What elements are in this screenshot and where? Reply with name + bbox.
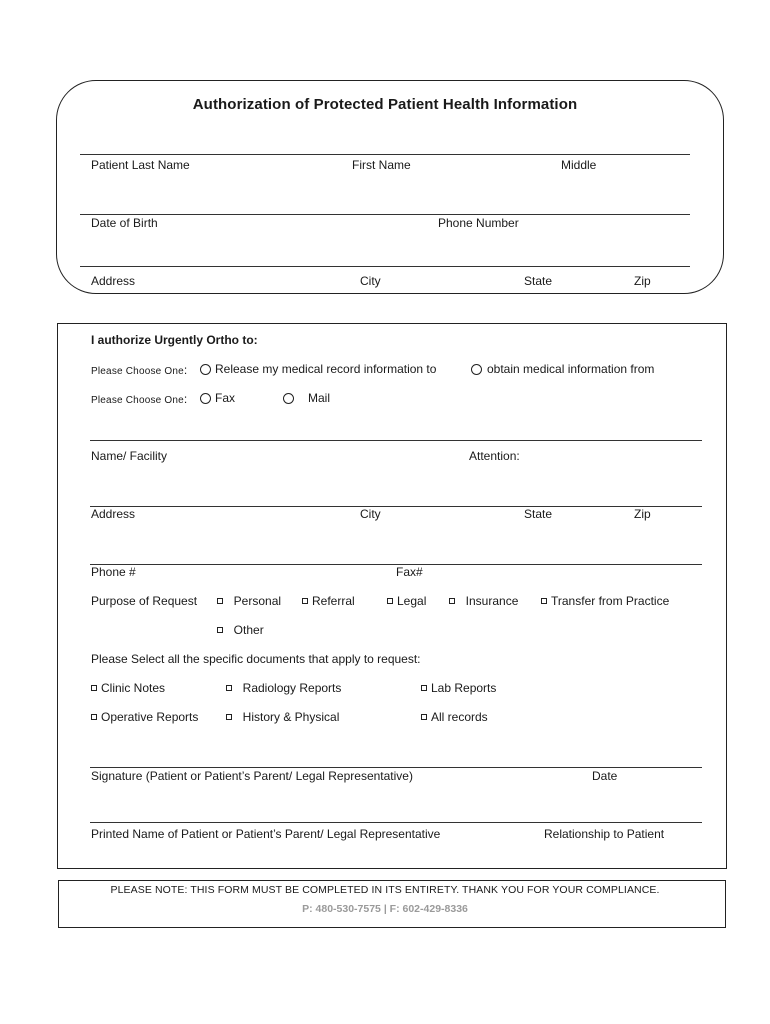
doc-operative-reports[interactable]: Operative Reports <box>91 710 198 724</box>
fax-option-label: Fax <box>215 391 236 405</box>
compliance-note: PLEASE NOTE: THIS FORM MUST BE COMPLETED IN ITS ENTIRETY. THANK YOU FOR YOUR COMPLIANCE. <box>110 884 660 896</box>
purpose-label: Purpose of Request <box>91 594 198 608</box>
printed-name-line[interactable] <box>90 822 702 823</box>
facility-label: Name/ Facility <box>91 449 168 463</box>
dob-phone-line[interactable] <box>80 214 690 215</box>
signature-label: Signature (Patient or Patient’s Parent/ Legal Representative) <box>91 769 413 783</box>
checkbox-icon[interactable] <box>226 685 232 691</box>
purpose-transfer[interactable]: Transfer from Practice <box>541 594 669 608</box>
checkbox-icon[interactable] <box>226 714 232 720</box>
form-title: Authorization of Protected Patient Health Information <box>192 96 578 113</box>
checkbox-icon[interactable] <box>302 598 308 604</box>
purpose-referral[interactable]: Referral <box>302 594 355 608</box>
recipient-state-label: State <box>524 507 553 521</box>
documents-heading: Please Select all the specific documents that apply to request: <box>91 652 421 666</box>
purpose-other[interactable]: Other <box>217 623 264 637</box>
patient-zip-label: Zip <box>634 274 651 288</box>
fax-radio[interactable] <box>200 393 211 404</box>
recipient-zip-label: Zip <box>634 507 651 521</box>
doc-clinic-notes[interactable]: Clinic Notes <box>91 681 165 695</box>
mail-option-label: Mail <box>308 391 331 405</box>
checkbox-icon[interactable] <box>91 714 97 720</box>
mail-radio[interactable] <box>283 393 294 404</box>
checkbox-icon[interactable] <box>541 598 547 604</box>
date-label: Date <box>592 769 618 783</box>
checkbox-icon[interactable] <box>387 598 393 604</box>
signature-line[interactable] <box>90 767 702 768</box>
checkbox-icon[interactable] <box>217 627 223 633</box>
facility-line[interactable] <box>90 440 702 441</box>
patient-address-label: Address <box>91 274 136 288</box>
release-option-label: Release my medical record information to <box>215 362 437 376</box>
checkbox-icon[interactable] <box>91 685 97 691</box>
choose-one-label-1: Please Choose One: <box>91 363 188 377</box>
recipient-address-line[interactable] <box>90 506 702 507</box>
purpose-legal[interactable]: Legal <box>387 594 426 608</box>
recipient-phone-label: Phone # <box>91 565 136 579</box>
doc-lab-reports[interactable]: Lab Reports <box>421 681 496 695</box>
patient-city-label: City <box>360 274 381 288</box>
checkbox-icon[interactable] <box>421 685 427 691</box>
purpose-personal[interactable]: Personal <box>217 594 281 608</box>
checkbox-icon[interactable] <box>217 598 223 604</box>
patient-last-name-label: Patient Last Name <box>91 158 190 172</box>
patient-state-label: State <box>524 274 553 288</box>
relationship-label: Relationship to Patient <box>544 827 665 841</box>
patient-name-line[interactable] <box>80 154 690 155</box>
purpose-insurance[interactable]: Insurance <box>449 594 518 608</box>
checkbox-icon[interactable] <box>421 714 427 720</box>
phone-number-label: Phone Number <box>438 216 519 230</box>
doc-history-physical[interactable]: History & Physical <box>226 710 339 724</box>
contact-numbers: P: 480-530-7575 | F: 602-429-8336 <box>302 903 468 915</box>
doc-all-records[interactable]: All records <box>421 710 488 724</box>
authorize-heading: I authorize Urgently Ortho to: <box>91 333 258 347</box>
choose-one-label-2: Please Choose One: <box>91 392 188 406</box>
checkbox-icon[interactable] <box>449 598 455 604</box>
obtain-radio[interactable] <box>471 364 482 375</box>
patient-address-line[interactable] <box>80 266 690 267</box>
first-name-label: First Name <box>352 158 411 172</box>
printed-name-label: Printed Name of Patient or Patient’s Parent/ Legal Representative <box>91 827 441 841</box>
middle-name-label: Middle <box>561 158 597 172</box>
recipient-address-label: Address <box>91 507 136 521</box>
doc-radiology-reports[interactable]: Radiology Reports <box>226 681 341 695</box>
obtain-option-label: obtain medical information from <box>487 362 655 376</box>
recipient-city-label: City <box>360 507 381 521</box>
dob-label: Date of Birth <box>91 216 158 230</box>
attention-label: Attention: <box>469 449 520 463</box>
recipient-fax-label: Fax# <box>396 565 423 579</box>
release-radio[interactable] <box>200 364 211 375</box>
